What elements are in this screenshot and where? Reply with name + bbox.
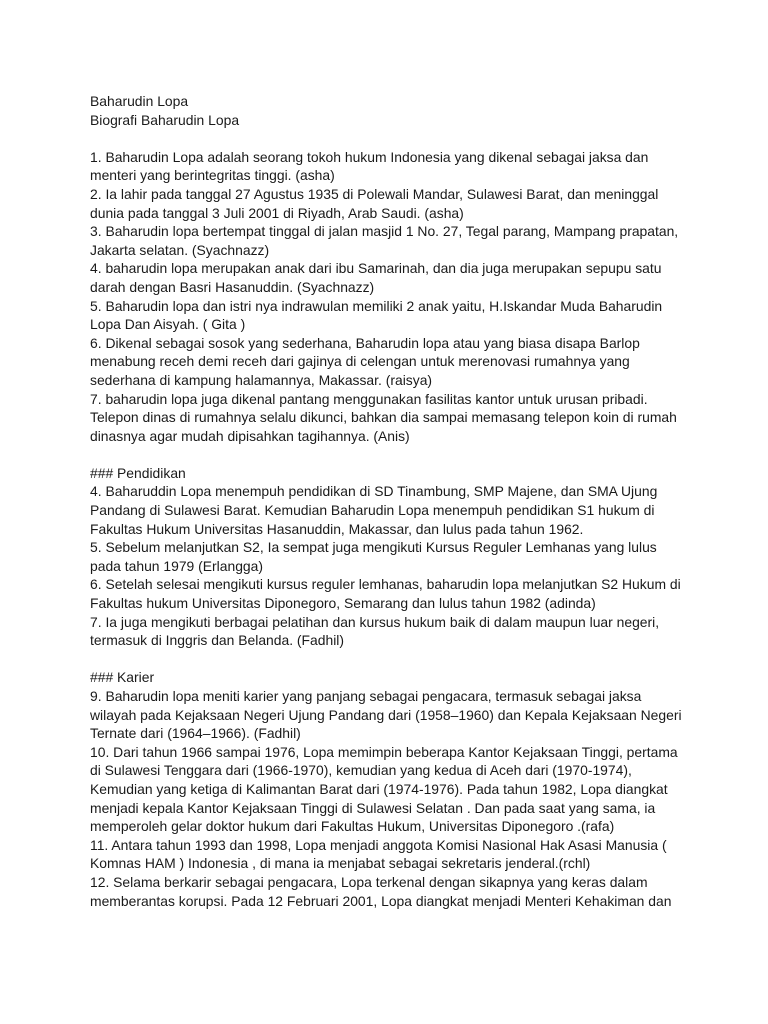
- intro-section: [90, 148, 690, 446]
- intro-item-4: 4. baharudin lopa merupakan anak dari ibu Samarinah, dan dia juga merupakan sepupu satu darah dengan Basri Hasanuddin. (Syachnazz): [90, 260, 662, 295]
- intro-item-3: 3. Baharudin lopa bertempat tinggal di jalan masjid 1 No. 27, Tegal parang, Mampang prapatan, Jakarta selatan. (Syachnazz): [90, 223, 679, 258]
- karier-section: [90, 668, 690, 910]
- pendidikan-item-7: 7. Ia juga mengikuti berbagai pelatihan dan kursus hukum baik di dalam maupun luar negeri, termasuk di Inggris dan Belanda. (Fadhil): [90, 613, 660, 649]
- intro-item-2: 2. Ia lahir pada tanggal 27 Agustus 1935 di Polewali Mandar, Sulawesi Barat, dan meninggal dunia pada tanggal 3 Juli 2001 di Riyadh, Arab Saudi. (asha): [90, 185, 659, 221]
- karier-item-10: 10. Dari tahun 1966 sampai 1976, Lopa memimpin beberapa Kantor Kejaksaan Tinggi, pertama di Sulawesi Tenggara dari (1966-1970), kemudian yang kedua di Aceh dari (1970-1974), Kemudian yang ketiga di Kalimantan Barat dari (1974-1976). Pada tahun 1982, Lopa diangkat menjadi kepala Kantor Kejaksaan Tinggi di Sulawesi Selatan . Dan pada saat yang sama, ia memperoleh gelar doktor hukum dari Fakultas Hukum, Universitas Diponegoro .(rafa): [90, 743, 678, 835]
- karier-heading: ### Karier: [90, 669, 155, 686]
- document-subtitle: Biografi Baharudin Lopa: [90, 111, 240, 128]
- karier-item-11: 11. Antara tahun 1993 dan 1998, Lopa menjadi anggota Komisi Nasional Hak Asasi Manusia ( Komnas HAM ) Indonesia , di mana ia menjabat sebagai sekretaris jenderal.(rchl): [90, 836, 667, 872]
- karier-item-9: 9. Baharudin lopa meniti karier yang panjang sebagai pengacara, termasuk sebagai jaksa wilayah pada Kejaksaan Negeri Ujung Pandang dari (1958–1960) dan Kepala Kejaksaan Negeri Ternate dari (1964–1966). (Fadhil): [90, 688, 682, 742]
- blank-line: [90, 129, 690, 148]
- intro-item-5: 5. Baharudin lopa dan istri nya indrawulan memiliki 2 anak yaitu, H.Iskandar Muda Baharudin Lopa Dan Aisyah. ( Gita ): [90, 297, 663, 333]
- intro-item-1: 1. Baharudin Lopa adalah seorang tokoh hukum Indonesia yang dikenal sebagai jaksa dan menteri yang berintegritas tinggi. (asha): [90, 148, 649, 184]
- karier-item-12: 12. Selama berkarir sebagai pengacara, Lopa terkenal dengan sikapnya yang keras dalam memberantas korupsi. Pada 12 Februari 2001, Lopa diangkat menjadi Menteri Kehakiman dan: [90, 873, 672, 909]
- pendidikan-section: [90, 464, 690, 650]
- pendidikan-item-5: 5. Sebelum melanjutkan S2, Ia sempat juga mengikuti Kursus Reguler Lemhanas yang lulus pada tahun 1979 (Erlangga): [90, 539, 657, 574]
- intro-item-6: 6. Dikenal sebagai sosok yang sederhana, Baharudin lopa atau yang biasa disapa Barlop menabung receh demi receh dari gajinya di celengan untuk merenovasi rumahnya yang sederhana di kampung halamannya, Makassar. (raisya): [90, 334, 640, 388]
- document-title: Baharudin Lopa: [90, 93, 189, 109]
- pendidikan-item-4: 4. Baharuddin Lopa menempuh pendidikan di SD Tinambung, SMP Majene, dan SMA Ujung Pandang di Sulawesi Barat. Kemudian Baharudin Lopa menempuh pendidikan S1 hukum di Fakultas Hukum Universitas Hasanuddin, Makassar, dan lulus pada tahun 1962.: [90, 483, 658, 537]
- document-page: [90, 92, 690, 910]
- blank-line: [90, 650, 690, 669]
- intro-item-7: 7. baharudin lopa juga dikenal pantang menggunakan fasilitas kantor untuk urusan pribadi. Telepon dinas di rumahnya selalu dikunci, bahkan dia sampai memasang telepon koin di rumah dinasnya agar mudah dipisahkan tagihannya. (Anis): [90, 390, 677, 444]
- blank-line: [90, 445, 690, 464]
- pendidikan-heading: ### Pendidikan: [90, 464, 186, 481]
- pendidikan-item-6: 6. Setelah selesai mengikuti kursus reguler lemhanas, baharudin lopa melanjutkan S2 Hukum di Fakultas hukum Universitas Diponegoro, Semarang dan lulus tahun 1982 (adinda): [90, 576, 681, 612]
